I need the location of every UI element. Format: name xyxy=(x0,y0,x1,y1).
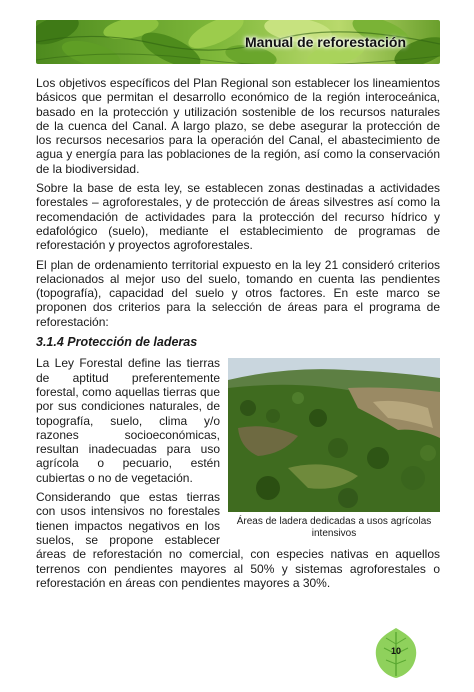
paragraph-zones: Sobre la base de esta ley, se establecen zonas destinadas a actividades forestales – agroforestales, y de protección de áreas silvestres así como la recomendación de actividades para la protección del recurso hídrico y edafológico (suelo), mediante el establecimiento de programas de reforestación y proyectos agroforestales. xyxy=(36,181,440,253)
header-title: Manual de reforestación xyxy=(244,34,406,50)
paragraph-forest-law: La Ley Forestal define las tierras de aptitud preferentemente forestal, como aquellas tierras que por sus condiciones naturales, de topografía, suelo, clima y/o razones socioeconómicas, resultan inadecuadas para uso agrícola o pecuario, estén cubiertas o no de vegetación. xyxy=(36,356,220,485)
paragraph-territorial-plan: El plan de ordenamiento territorial expuesto en la ley 21 consideró criterios relacionados al mejor uso del suelo, tomando en cuenta las pendientes (topografía), capacidad del suelo y otros factores. En este marco se proponen dos criterios para la selección de áreas para el programa de reforestación: xyxy=(36,257,440,329)
header-banner xyxy=(36,20,440,64)
figure-caption: Áreas de ladera dedicadas a usos agrícolas intensivos xyxy=(236,516,432,540)
paragraph-objectives: Los objetivos específicos del Plan Regional son establecer los lineamientos básicos que permitan el desarrollo económico de la región interoceánica, basado en la protección y utilización sostenible de los recursos naturales de la cuenca del Canal. A largo plazo, se debe asegurar la protección de los recursos necesarios para la operación del Canal, el abastecimiento de agua y energía para las poblaciones de la región, así como la conservación de la biodiversidad. xyxy=(36,76,440,176)
section-heading: 3.1.4 Protección de laderas xyxy=(36,335,198,350)
figure xyxy=(228,358,440,540)
document-body xyxy=(36,76,440,595)
page-number: 10 xyxy=(390,646,401,656)
paragraph-slopes: Considerando que estas tierras con usos intensivos no forestales tienen impactos negativos en los suelos, se propone establecer áreas de reforestación no comercial, con especies nativas en aquellos terrenos con pendientes mayores al 50% y sistemas agroforestales o reforestación en áreas con pendientes mayores a 30%. xyxy=(36,490,440,590)
hillside-photo xyxy=(228,358,440,512)
